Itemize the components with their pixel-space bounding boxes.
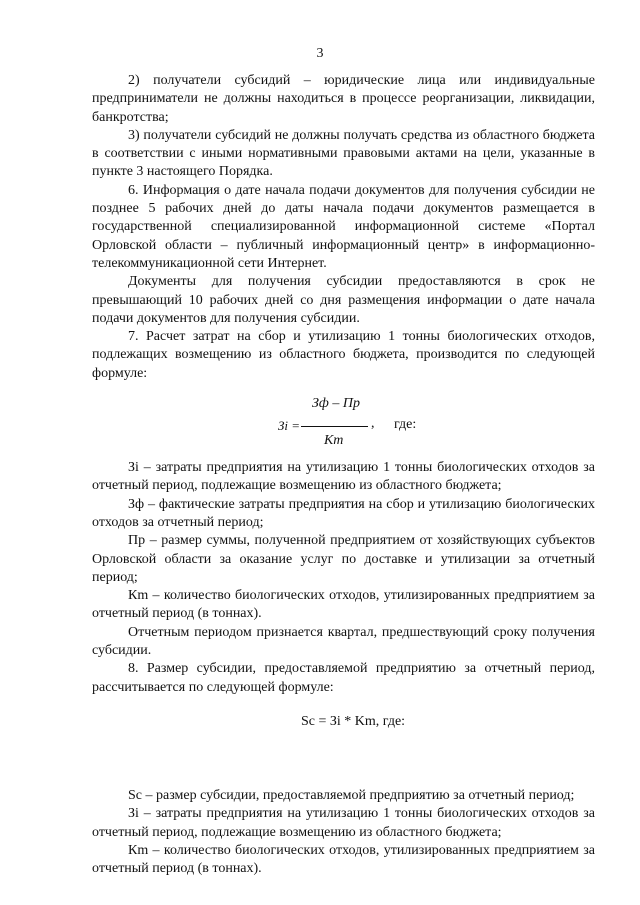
paragraph: Зi – затраты предприятия на утилизацию 1 тонны биологических отходов за отчетный период, подлежащие возмещению из областного бюджета; xyxy=(92,806,595,840)
document-body xyxy=(92,72,595,878)
page-number: 3 xyxy=(316,46,324,61)
paragraph: 6. Информация о дате начала подачи документов для получения субсидии не позднее 5 рабочих дней до даты начала подачи документов размещается в государственной специализированной информационной системе «Портал Орловской области – публичный информационный центр» в информационно-телекоммуникационной сети Интернет. xyxy=(92,182,595,271)
formula-numerator: Зф – Пр xyxy=(312,396,360,412)
paragraph: Кm – количество биологических отходов, утилизированных предприятием за отчетный период (в тоннах). xyxy=(92,842,595,877)
spacer xyxy=(92,757,595,787)
paragraph: Отчетным периодом признается квартал, предшествующий сроку получения субсидии. xyxy=(92,624,595,659)
formula-lhs: Зi = xyxy=(278,418,301,434)
paragraph: 8. Размер субсидии, предоставляемой предприятию за отчетный период, рассчитывается по следующей формуле: xyxy=(92,661,595,695)
paragraph: 2) получатели субсидий – юридические лица или индивидуальные предприниматели не должны находиться в процессе реорганизации, ликвидации, банкротства; xyxy=(92,73,595,125)
formula-subsidy: Sc = Зi * Km, где: xyxy=(301,713,406,729)
formula-denominator: Кm xyxy=(324,433,344,449)
paragraph: Зi – затраты предприятия на утилизацию 1 тонны биологических отходов за отчетный период, подлежащие возмещению из областного бюджета; xyxy=(92,460,595,494)
paragraph: Документы для получения субсидии предоставляются в срок не превышающий 10 рабочих дней со дня размещения информации о дате начала подачи документов для получения субсидии. xyxy=(92,274,595,326)
formula-comma: , xyxy=(371,416,375,432)
paragraph: Sc – размер субсидии, предоставляемой предприятию за отчетный период; xyxy=(128,787,575,803)
paragraph: Кm – количество биологических отходов, утилизированных предприятием за отчетный период (в тоннах). xyxy=(92,588,595,622)
formula-cost-per-ton xyxy=(92,387,595,459)
paragraph: Зф – фактические затраты предприятия на сбор и утилизацию биологических отходов за отчетный период; xyxy=(92,496,595,530)
paragraph: 7. Расчет затрат на сбор и утилизацию 1 тонны биологических отходов, подлежащих возмещению из областного бюджета, производится по следующей формуле: xyxy=(92,329,595,381)
fraction-bar xyxy=(301,426,368,427)
paragraph: Пр – размер суммы, полученной предприятием от хозяйствующих субъектов Орловской области за оказание услуг по доставке и утилизации за отчетный период; xyxy=(92,533,595,585)
formula-where: где: xyxy=(394,417,417,433)
paragraph: 3) получатели субсидий не должны получать средства из областного бюджета в соответствии с иными нормативными правовыми актами на цели, указанные в пункте 3 настоящего Порядка. xyxy=(92,127,595,180)
